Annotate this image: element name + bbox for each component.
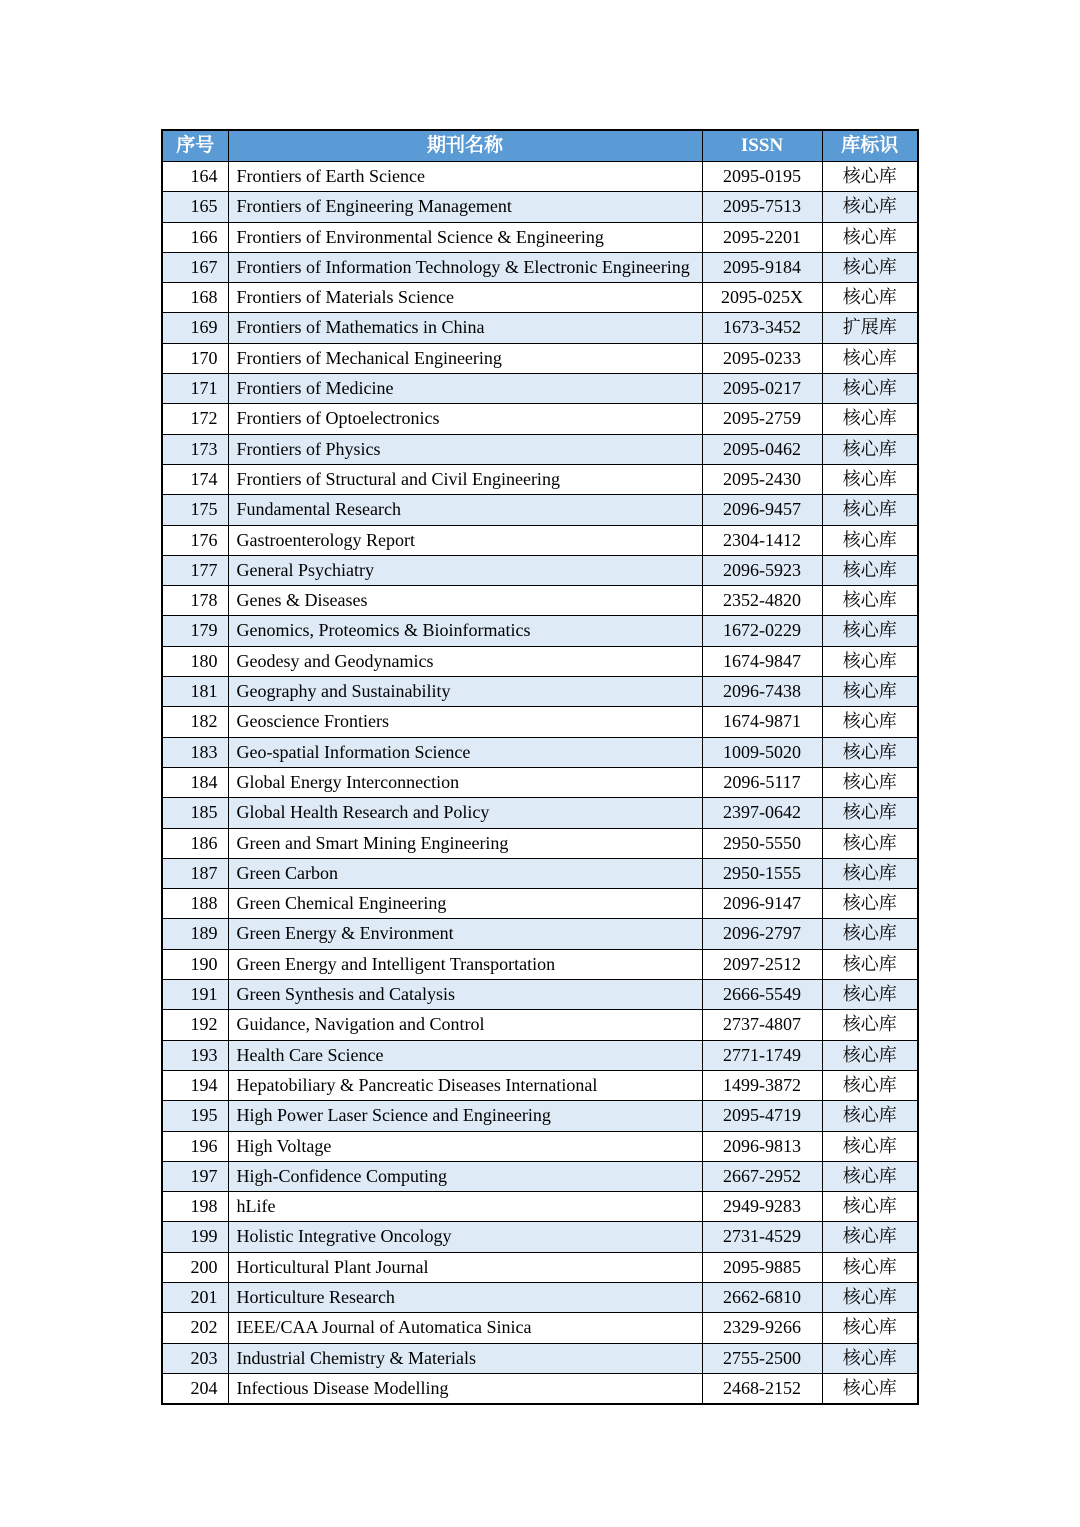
cell-row-number: 194 <box>162 1070 228 1100</box>
cell-tier-label: 核心库 <box>822 283 918 313</box>
cell-row-number: 195 <box>162 1101 228 1131</box>
cell-journal-name: Frontiers of Optoelectronics <box>228 404 702 434</box>
table-row <box>162 252 918 282</box>
table-row <box>162 464 918 494</box>
cell-issn: 2397-0642 <box>702 798 822 828</box>
table-row <box>162 313 918 343</box>
cell-row-number: 193 <box>162 1040 228 1070</box>
cell-journal-name: Fundamental Research <box>228 495 702 525</box>
cell-issn: 1672-0229 <box>702 616 822 646</box>
table-row <box>162 1192 918 1222</box>
table-row <box>162 767 918 797</box>
table-row <box>162 434 918 464</box>
cell-tier-label: 核心库 <box>822 343 918 373</box>
cell-tier-label: 核心库 <box>822 1192 918 1222</box>
cell-tier-label: 核心库 <box>822 1282 918 1312</box>
cell-row-number: 179 <box>162 616 228 646</box>
cell-row-number: 170 <box>162 343 228 373</box>
cell-tier-label: 核心库 <box>822 1313 918 1343</box>
cell-row-number: 197 <box>162 1161 228 1191</box>
cell-issn: 2095-2759 <box>702 404 822 434</box>
cell-tier-label: 核心库 <box>822 434 918 464</box>
cell-tier-label: 核心库 <box>822 162 918 192</box>
cell-journal-name: Frontiers of Physics <box>228 434 702 464</box>
cell-issn: 2095-0217 <box>702 374 822 404</box>
cell-row-number: 199 <box>162 1222 228 1252</box>
cell-issn: 2095-9885 <box>702 1252 822 1282</box>
cell-journal-name: Health Care Science <box>228 1040 702 1070</box>
cell-journal-name: Infectious Disease Modelling <box>228 1373 702 1404</box>
cell-issn: 2096-9813 <box>702 1131 822 1161</box>
cell-journal-name: Horticulture Research <box>228 1282 702 1312</box>
table-row <box>162 1222 918 1252</box>
cell-tier-label: 核心库 <box>822 828 918 858</box>
cell-journal-name: Frontiers of Materials Science <box>228 283 702 313</box>
table-row <box>162 646 918 676</box>
cell-issn: 2095-0462 <box>702 434 822 464</box>
cell-journal-name: Green Chemical Engineering <box>228 889 702 919</box>
cell-tier-label: 核心库 <box>822 646 918 676</box>
cell-row-number: 167 <box>162 252 228 282</box>
cell-issn: 2950-5550 <box>702 828 822 858</box>
cell-journal-name: hLife <box>228 1192 702 1222</box>
cell-journal-name: Frontiers of Earth Science <box>228 162 702 192</box>
cell-row-number: 204 <box>162 1373 228 1404</box>
table-row <box>162 889 918 919</box>
cell-row-number: 184 <box>162 767 228 797</box>
table-row <box>162 374 918 404</box>
table-row <box>162 586 918 616</box>
cell-row-number: 171 <box>162 374 228 404</box>
cell-row-number: 182 <box>162 707 228 737</box>
cell-row-number: 183 <box>162 737 228 767</box>
cell-row-number: 180 <box>162 646 228 676</box>
cell-issn: 1674-9847 <box>702 646 822 676</box>
table-row <box>162 737 918 767</box>
cell-tier-label: 扩展库 <box>822 313 918 343</box>
cell-journal-name: Green Energy and Intelligent Transportation <box>228 949 702 979</box>
cell-journal-name: Geography and Sustainability <box>228 677 702 707</box>
cell-journal-name: Geodesy and Geodynamics <box>228 646 702 676</box>
cell-tier-label: 核心库 <box>822 252 918 282</box>
cell-issn: 2097-2512 <box>702 949 822 979</box>
col-header-number: 序号 <box>162 130 228 162</box>
cell-row-number: 177 <box>162 555 228 585</box>
table-row <box>162 404 918 434</box>
cell-journal-name: Guidance, Navigation and Control <box>228 1010 702 1040</box>
cell-tier-label: 核心库 <box>822 1131 918 1161</box>
cell-row-number: 185 <box>162 798 228 828</box>
cell-issn: 2095-4719 <box>702 1101 822 1131</box>
cell-issn: 2662-6810 <box>702 1282 822 1312</box>
cell-tier-label: 核心库 <box>822 374 918 404</box>
cell-tier-label: 核心库 <box>822 495 918 525</box>
cell-issn: 2304-1412 <box>702 525 822 555</box>
cell-journal-name: Frontiers of Environmental Science & Engineering <box>228 222 702 252</box>
cell-issn: 2666-5549 <box>702 980 822 1010</box>
cell-issn: 2096-7438 <box>702 677 822 707</box>
cell-row-number: 168 <box>162 283 228 313</box>
table-row <box>162 919 918 949</box>
cell-tier-label: 核心库 <box>822 980 918 1010</box>
cell-row-number: 190 <box>162 949 228 979</box>
cell-row-number: 164 <box>162 162 228 192</box>
table-header-row <box>162 130 918 162</box>
cell-row-number: 175 <box>162 495 228 525</box>
cell-journal-name: Frontiers of Structural and Civil Engineering <box>228 464 702 494</box>
cell-journal-name: Genomics, Proteomics & Bioinformatics <box>228 616 702 646</box>
cell-tier-label: 核心库 <box>822 1343 918 1373</box>
cell-tier-label: 核心库 <box>822 1161 918 1191</box>
cell-journal-name: Hepatobiliary & Pancreatic Diseases International <box>228 1070 702 1100</box>
cell-tier-label: 核心库 <box>822 1010 918 1040</box>
cell-tier-label: 核心库 <box>822 889 918 919</box>
cell-tier-label: 核心库 <box>822 1101 918 1131</box>
cell-row-number: 201 <box>162 1282 228 1312</box>
cell-tier-label: 核心库 <box>822 1222 918 1252</box>
cell-row-number: 188 <box>162 889 228 919</box>
cell-issn: 2468-2152 <box>702 1373 822 1404</box>
cell-journal-name: Geoscience Frontiers <box>228 707 702 737</box>
cell-journal-name: Green and Smart Mining Engineering <box>228 828 702 858</box>
cell-issn: 2731-4529 <box>702 1222 822 1252</box>
cell-row-number: 198 <box>162 1192 228 1222</box>
cell-tier-label: 核心库 <box>822 1070 918 1100</box>
cell-journal-name: Green Synthesis and Catalysis <box>228 980 702 1010</box>
cell-issn: 2095-2430 <box>702 464 822 494</box>
table-row <box>162 525 918 555</box>
cell-row-number: 202 <box>162 1313 228 1343</box>
table-row <box>162 162 918 192</box>
table-row <box>162 222 918 252</box>
cell-issn: 2095-025X <box>702 283 822 313</box>
cell-row-number: 191 <box>162 980 228 1010</box>
cell-issn: 2352-4820 <box>702 586 822 616</box>
cell-row-number: 174 <box>162 464 228 494</box>
cell-row-number: 169 <box>162 313 228 343</box>
table-row <box>162 980 918 1010</box>
cell-issn: 2949-9283 <box>702 1192 822 1222</box>
cell-tier-label: 核心库 <box>822 464 918 494</box>
cell-journal-name: Frontiers of Mathematics in China <box>228 313 702 343</box>
cell-journal-name: Gastroenterology Report <box>228 525 702 555</box>
cell-issn: 2096-2797 <box>702 919 822 949</box>
cell-journal-name: Frontiers of Engineering Management <box>228 192 702 222</box>
table-row <box>162 828 918 858</box>
table-row <box>162 858 918 888</box>
cell-row-number: 196 <box>162 1131 228 1161</box>
cell-issn: 2950-1555 <box>702 858 822 888</box>
cell-journal-name: Frontiers of Mechanical Engineering <box>228 343 702 373</box>
cell-row-number: 173 <box>162 434 228 464</box>
cell-journal-name: Horticultural Plant Journal <box>228 1252 702 1282</box>
table-row <box>162 949 918 979</box>
cell-row-number: 189 <box>162 919 228 949</box>
cell-issn: 1674-9871 <box>702 707 822 737</box>
table-row <box>162 192 918 222</box>
table-row <box>162 1161 918 1191</box>
cell-issn: 1499-3872 <box>702 1070 822 1100</box>
cell-issn: 1673-3452 <box>702 313 822 343</box>
table-row <box>162 1070 918 1100</box>
col-header-journal: 期刊名称 <box>228 130 702 162</box>
cell-journal-name: IEEE/CAA Journal of Automatica Sinica <box>228 1313 702 1343</box>
table-row <box>162 1343 918 1373</box>
cell-issn: 2096-5923 <box>702 555 822 585</box>
cell-issn: 2755-2500 <box>702 1343 822 1373</box>
table-row <box>162 707 918 737</box>
cell-issn: 2096-9147 <box>702 889 822 919</box>
table-row <box>162 495 918 525</box>
cell-journal-name: Industrial Chemistry & Materials <box>228 1343 702 1373</box>
cell-row-number: 165 <box>162 192 228 222</box>
table-row <box>162 283 918 313</box>
table-row <box>162 1131 918 1161</box>
cell-issn: 2095-2201 <box>702 222 822 252</box>
table-row <box>162 343 918 373</box>
cell-journal-name: Green Energy & Environment <box>228 919 702 949</box>
cell-journal-name: High Power Laser Science and Engineering <box>228 1101 702 1131</box>
cell-journal-name: Geo-spatial Information Science <box>228 737 702 767</box>
table-row <box>162 798 918 828</box>
cell-issn: 2096-5117 <box>702 767 822 797</box>
cell-row-number: 192 <box>162 1010 228 1040</box>
cell-issn: 2771-1749 <box>702 1040 822 1070</box>
cell-tier-label: 核心库 <box>822 616 918 646</box>
cell-journal-name: Frontiers of Medicine <box>228 374 702 404</box>
cell-row-number: 172 <box>162 404 228 434</box>
cell-journal-name: Global Energy Interconnection <box>228 767 702 797</box>
cell-row-number: 178 <box>162 586 228 616</box>
cell-journal-name: Green Carbon <box>228 858 702 888</box>
cell-journal-name: Frontiers of Information Technology & Electronic Engineering <box>228 252 702 282</box>
cell-tier-label: 核心库 <box>822 192 918 222</box>
cell-row-number: 200 <box>162 1252 228 1282</box>
cell-issn: 2096-9457 <box>702 495 822 525</box>
table-row <box>162 1101 918 1131</box>
cell-row-number: 176 <box>162 525 228 555</box>
cell-tier-label: 核心库 <box>822 858 918 888</box>
cell-tier-label: 核心库 <box>822 1252 918 1282</box>
cell-tier-label: 核心库 <box>822 798 918 828</box>
cell-tier-label: 核心库 <box>822 586 918 616</box>
cell-tier-label: 核心库 <box>822 767 918 797</box>
cell-journal-name: Holistic Integrative Oncology <box>228 1222 702 1252</box>
table-row <box>162 1313 918 1343</box>
cell-row-number: 181 <box>162 677 228 707</box>
cell-issn: 2095-0233 <box>702 343 822 373</box>
cell-journal-name: General Psychiatry <box>228 555 702 585</box>
cell-issn: 2667-2952 <box>702 1161 822 1191</box>
cell-issn: 2095-9184 <box>702 252 822 282</box>
cell-tier-label: 核心库 <box>822 1040 918 1070</box>
table-row <box>162 1373 918 1404</box>
cell-row-number: 203 <box>162 1343 228 1373</box>
cell-journal-name: Genes & Diseases <box>228 586 702 616</box>
cell-journal-name: High-Confidence Computing <box>228 1161 702 1191</box>
cell-journal-name: High Voltage <box>228 1131 702 1161</box>
cell-tier-label: 核心库 <box>822 555 918 585</box>
cell-tier-label: 核心库 <box>822 737 918 767</box>
cell-tier-label: 核心库 <box>822 222 918 252</box>
table-row <box>162 555 918 585</box>
col-header-tier: 库标识 <box>822 130 918 162</box>
cell-issn: 2095-0195 <box>702 162 822 192</box>
cell-row-number: 166 <box>162 222 228 252</box>
table-row <box>162 1040 918 1070</box>
table-row <box>162 1252 918 1282</box>
cell-issn: 1009-5020 <box>702 737 822 767</box>
cell-tier-label: 核心库 <box>822 404 918 434</box>
cell-journal-name: Global Health Research and Policy <box>228 798 702 828</box>
cell-row-number: 186 <box>162 828 228 858</box>
table-row <box>162 677 918 707</box>
cell-issn: 2737-4807 <box>702 1010 822 1040</box>
cell-row-number: 187 <box>162 858 228 888</box>
table-body <box>162 162 918 1405</box>
cell-tier-label: 核心库 <box>822 707 918 737</box>
table-row <box>162 1282 918 1312</box>
cell-issn: 2095-7513 <box>702 192 822 222</box>
col-header-issn: ISSN <box>702 130 822 162</box>
table-row <box>162 616 918 646</box>
cell-tier-label: 核心库 <box>822 1373 918 1404</box>
cell-tier-label: 核心库 <box>822 919 918 949</box>
cell-issn: 2329-9266 <box>702 1313 822 1343</box>
cell-tier-label: 核心库 <box>822 525 918 555</box>
table-row <box>162 1010 918 1040</box>
cell-tier-label: 核心库 <box>822 677 918 707</box>
cell-tier-label: 核心库 <box>822 949 918 979</box>
journal-list-table <box>161 129 919 1405</box>
